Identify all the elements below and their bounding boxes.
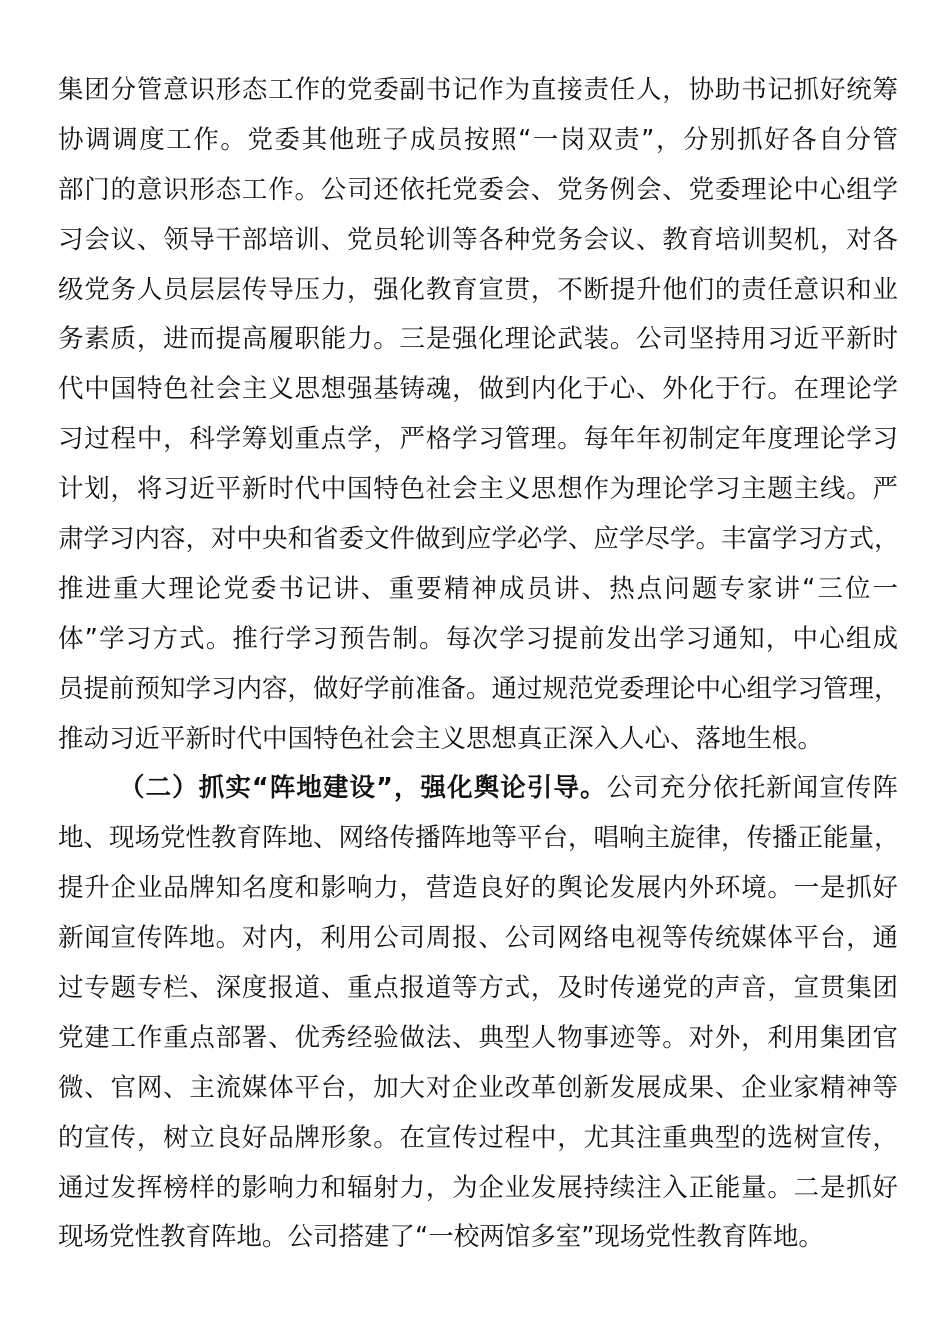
text-run: 公司充分依托新闻宣传阵 <box>606 773 898 804</box>
text-line: 通过发挥榜样的影响力和辐射力，为企业发展持续注入正能量。二是抓好 <box>58 1172 898 1203</box>
text-line: 级党务人员层层传导压力，强化教育宣贯，不断提升他们的责任意识和业 <box>58 274 898 305</box>
section-heading: （二）抓实“阵地建设”，强化舆论引导。 <box>119 773 607 804</box>
text-line: 微、官网、主流媒体平台，加大对企业改革创新发展成果、企业家精神等 <box>58 1072 898 1103</box>
text-line: 体”学习方式。推行学习预告制。每次学习提前发出学习通知，中心组成 <box>58 623 898 654</box>
text-line: 现场党性教育阵地。公司搭建了“一校两馆多室”现场党性教育阵地。 <box>58 1222 824 1253</box>
text-line: 推进重大理论党委书记讲、重要精神成员讲、热点问题专家讲“三位一 <box>58 573 898 604</box>
text-line: 协调调度工作。党委其他班子成员按照“一岗双责”，分别抓好各自分管 <box>58 124 898 155</box>
paragraph-2 <box>58 764 898 1263</box>
document-body <box>58 66 898 1263</box>
text-line: 地、现场党性教育阵地、网络传播阵地等平台，唱响主旋律，传播正能量， <box>58 823 900 854</box>
text-line: 推动习近平新时代中国特色社会主义思想真正深入人心、落地生根。 <box>58 723 824 754</box>
text-line: 部门的意识形态工作。公司还依托党委会、党务例会、党委理论中心组学 <box>58 174 898 205</box>
text-line: 习过程中，科学筹划重点学，严格学习管理。每年年初制定年度理论学习 <box>58 424 898 455</box>
text-line: 新闻宣传阵地。对内，利用公司周报、公司网络电视等传统媒体平台，通 <box>58 923 898 954</box>
text-line: 计划，将习近平新时代中国特色社会主义思想作为理论学习主题主线。严 <box>58 474 898 505</box>
text-line: 肃学习内容，对中央和省委文件做到应学必学、应学尽学。丰富学习方式， <box>58 524 900 555</box>
text-line: 集团分管意识形态工作的党委副书记作为直接责任人，协助书记抓好统筹 <box>58 75 898 105</box>
text-line: 党建工作重点部署、优秀经验做法、典型人物事迹等。对外，利用集团官 <box>58 1022 898 1053</box>
text-line: 务素质，进而提高履职能力。三是强化理论武装。公司坚持用习近平新时 <box>58 324 898 355</box>
paragraph-1 <box>58 66 898 764</box>
paragraph-2-first-line <box>58 764 898 814</box>
text-line: 习会议、领导干部培训、党员轮训等各种党务会议、教育培训契机，对各 <box>58 224 898 255</box>
text-line: 提升企业品牌知名度和影响力，营造良好的舆论发展内外环境。一是抓好 <box>58 873 898 904</box>
text-line: 过专题专栏、深度报道、重点报道等方式，及时传递党的声音，宣贯集团 <box>58 973 898 1004</box>
text-line: 代中国特色社会主义思想强基铸魂，做到内化于心、外化于行。在理论学 <box>58 374 898 405</box>
text-line: 员提前预知学习内容，做好学前准备。通过规范党委理论中心组学习管理， <box>58 673 900 704</box>
text-line: 的宣传，树立良好品牌形象。在宣传过程中，尤其注重典型的选树宣传， <box>58 1122 898 1153</box>
